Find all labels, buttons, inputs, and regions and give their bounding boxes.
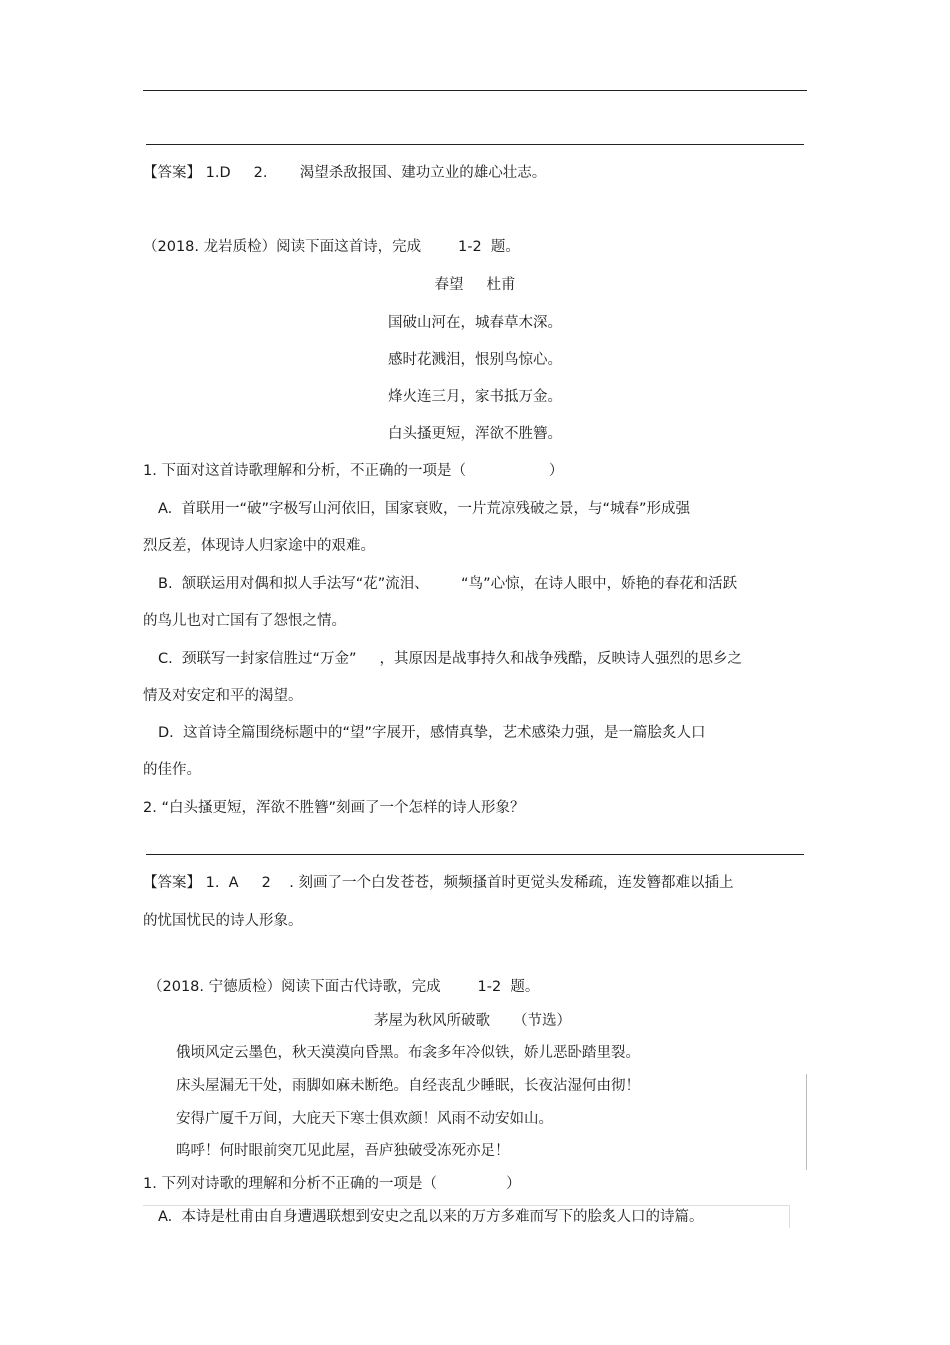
poem-line: 床头屋漏无干处，雨脚如麻未断绝。自经丧乱少睡眠，长夜沾湿何由彻！ [176, 1078, 640, 1094]
poem-line: 感时花溅泪，恨别鸟惊心。 [388, 352, 562, 368]
header-rule [143, 90, 807, 91]
option-a-cont: 烈反差，体现诗人归家途中的艰难。 [143, 538, 375, 554]
poem-line: 安得广厦千万间，大庇天下寒士俱欢颜！风雨不动安如山。 [176, 1111, 553, 1127]
answer-line: 【答案】 1. A 2 . 刻画了一个白发苍苍，频频搔首时更觉头发稀疏，连发簪都难以插上 [143, 875, 734, 891]
option-d-cont: 的佳作。 [143, 762, 201, 778]
question-intro: （2018. 龙岩质检）阅读下面这首诗，完成 1-2 题。 [143, 239, 520, 255]
poem-line: 国破山河在，城春草木深。 [388, 315, 562, 331]
section-rule [146, 854, 804, 855]
option-d: D. 这首诗全篇围绕标题中的“望”字展开，感情真挚，艺术感染力强，是一篇脍炙人口 [158, 725, 706, 741]
option-a: A. 首联用一“破”字极写山河依旧，国家衰败，一片荒凉残破之景，与“城春”形成强 [158, 501, 691, 517]
question-intro: （2018. 宁德质检）阅读下面古代诗歌，完成 1-2 题。 [148, 979, 540, 995]
poem-line: 呜呼！何时眼前突兀见此屋，吾庐独破受冻死亦足！ [176, 1143, 510, 1159]
poem-line: 俄顷风定云墨色，秋天漠漠向昏黑。布衾多年冷似铁，娇儿恶卧踏里裂。 [176, 1045, 640, 1061]
option-b-cont: 的鸟儿也对亡国有了怨恨之情。 [143, 613, 346, 629]
question-1: 1. 下面对这首诗歌理解和分析，不正确的一项是（ ） [143, 463, 564, 479]
poem-line: 烽火连三月，家书抵万金。 [388, 389, 562, 405]
question-2: 2. “白头搔更短，浑欲不胜簪”刻画了一个怎样的诗人形象？ [143, 800, 525, 816]
option-b: B. 颔联运用对偶和拟人手法写“花”流泪、 “鸟”心惊，在诗人眼中，娇艳的春花和活跃 [158, 576, 738, 592]
poem-title: 春望 杜甫 [434, 277, 516, 293]
answer-line: 【答案】 1.D 2. 渴望杀敌报国、建功立业的雄心壮志。 [143, 165, 547, 181]
answer-line-cont: 的忧国忧民的诗人形象。 [143, 913, 303, 929]
poem-title: 茅屋为秋风所破歌 （节选） [374, 1013, 572, 1029]
option-c-cont: 情及对安定和平的渴望。 [143, 688, 303, 704]
section-rule [146, 144, 804, 145]
option-a: A. 本诗是杜甫由自身遭遇联想到安史之乱以来的万方多难而写下的脍炙人口的诗篇。 [158, 1209, 704, 1225]
option-c: C. 颈联写一封家信胜过“万金” ，其原因是战事持久和战争残酷，反映诗人强烈的思乡之 [158, 651, 743, 667]
poem-line: 白头搔更短，浑欲不胜簪。 [388, 426, 562, 442]
question-1: 1. 下列对诗歌的理解和分析不正确的一项是（ ） [143, 1176, 521, 1192]
